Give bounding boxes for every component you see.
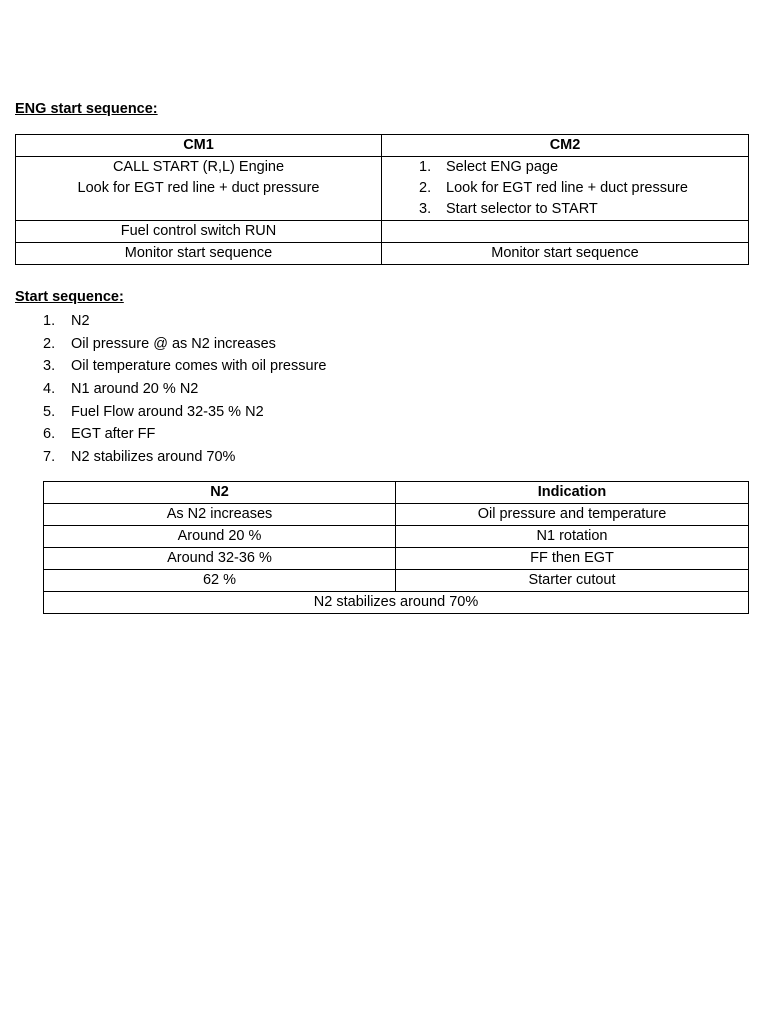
n2-cell: Around 20 % xyxy=(44,526,396,548)
list-item: 1. Select ENG page xyxy=(419,159,559,175)
cm1-call-start: CALL START (R,L) Engine xyxy=(112,159,285,175)
list-item: 6. EGT after FF xyxy=(43,426,156,443)
n2-stabilizes-cell: N2 stabilizes around 70% xyxy=(44,592,749,614)
cm2-start-actions xyxy=(382,157,749,221)
cm2-empty-cell xyxy=(382,221,749,243)
indication-cell: FF then EGT xyxy=(396,548,749,570)
table-row xyxy=(44,526,749,548)
list-item: 5. Fuel Flow around 32-35 % N2 xyxy=(43,403,264,420)
cm1-fuel-control: Fuel control switch RUN xyxy=(16,221,382,243)
n2-table-header-row xyxy=(44,482,749,504)
table-row xyxy=(44,570,749,592)
crew-table-header-row xyxy=(16,135,749,157)
n2-header: N2 xyxy=(44,482,396,504)
list-item: 1. N2 xyxy=(43,313,90,329)
n2-cell: As N2 increases xyxy=(44,504,396,526)
crew-table-row xyxy=(16,243,749,265)
cm1-header: CM1 xyxy=(16,135,382,157)
start-sequence-list xyxy=(43,310,326,469)
cm2-monitor: Monitor start sequence xyxy=(382,243,749,265)
indication-cell: N1 rotation xyxy=(396,526,749,548)
crew-table-row xyxy=(16,157,749,221)
list-item: 4. N1 around 20 % N2 xyxy=(43,381,199,398)
cm1-look-egt: Look for EGT red line + duct pressure xyxy=(77,180,320,196)
eng-start-sequence-heading: ENG start sequence: xyxy=(15,101,158,117)
list-item: 2. Look for EGT red line + duct pressure xyxy=(419,180,688,196)
cm1-monitor: Monitor start sequence xyxy=(16,243,382,265)
n2-cell: 62 % xyxy=(44,570,396,592)
indication-cell: Starter cutout xyxy=(396,570,749,592)
list-item: 2. Oil pressure @ as N2 increases xyxy=(43,335,276,352)
cm2-action-list xyxy=(382,157,748,220)
n2-cell: Around 32-36 % xyxy=(44,548,396,570)
n2-indication-table xyxy=(43,481,749,614)
list-item: 7. N2 stabilizes around 70% xyxy=(43,449,236,466)
crew-table-row xyxy=(16,221,749,243)
list-item: 3. Start selector to START xyxy=(419,201,598,217)
start-sequence-heading: Start sequence: xyxy=(15,289,124,305)
cm1-start-actions xyxy=(16,157,382,221)
list-item: 3. Oil temperature comes with oil pressure xyxy=(43,358,327,375)
crew-member-table xyxy=(15,134,749,265)
table-row xyxy=(44,504,749,526)
indication-cell: Oil pressure and temperature xyxy=(396,504,749,526)
indication-header: Indication xyxy=(396,482,749,504)
table-row xyxy=(44,548,749,570)
table-footer-row xyxy=(44,592,749,614)
cm2-header: CM2 xyxy=(382,135,749,157)
